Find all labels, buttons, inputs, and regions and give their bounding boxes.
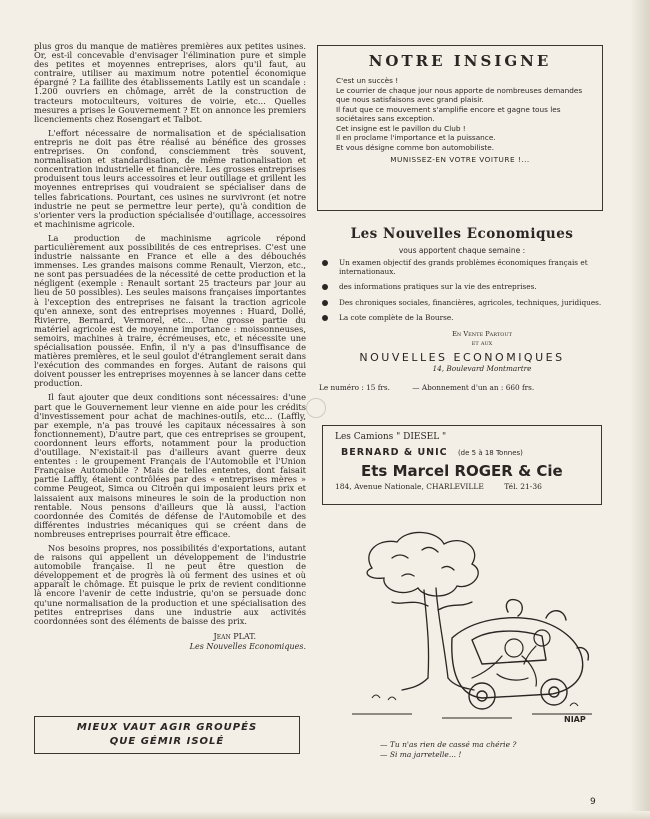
insigne-text xyxy=(324,76,596,165)
tree-drawing xyxy=(367,532,478,690)
article-source: Les Nouvelles Economiques. xyxy=(189,641,306,651)
bullet-icon xyxy=(322,284,328,290)
article-signature xyxy=(34,632,306,652)
slogan-box xyxy=(34,716,300,754)
article-column xyxy=(34,42,306,652)
diesel-address: 184, Avenue Nationale, CHARLEVILLE xyxy=(335,482,484,491)
eco-address: 14, Boulevard Montmartre xyxy=(432,363,532,373)
eco-item: Des chroniques sociales, financières, agricoles, techniques, juridiques. xyxy=(317,299,607,308)
eco-item: Un examen objectif des grands problèmes économiques français et internationaux. xyxy=(317,259,607,276)
eco-list xyxy=(317,259,607,323)
article-paragraph-1: plus gros du manque de matières premières aux petites usines. Or, est-il concevable d'envisager l'élimination pure et simple des petites et moyennes entreprises, alors qu'il faut, au contraire, utiliser au maximum notre potentiel économique épargné ? La faillite des établissements Latily est un scandale : 1.200 ouvriers en chômage, arrêt de la construction de tracteurs motoculteurs, voitures de voirie, etc... Quelles mesures a prises le Gouvernement ? Et on annonce les premiers licenciements chez Rosengart et Talbot. xyxy=(34,41,306,124)
eco-item: La cote complète de la Bourse. xyxy=(317,314,607,323)
eco-price: Le numéro : 15 frs. xyxy=(319,382,390,392)
eco-subscription: — Abonnement d'un an : 660 frs. xyxy=(412,382,535,392)
insigne-line-6: Et vous désigne comme bon automobiliste. xyxy=(336,142,495,152)
library-stamp xyxy=(306,398,326,418)
eco-vente xyxy=(357,330,607,348)
diesel-phone: Tél. 21-36 xyxy=(504,482,542,491)
diesel-ad xyxy=(322,425,602,505)
eco-item: des informations pratiques sur la vie des entreprises. xyxy=(317,283,607,292)
insigne-box xyxy=(317,45,603,211)
bullet-icon xyxy=(322,315,328,321)
slogan-line-1: MIEUX VAUT AGIR GROUPÉS xyxy=(76,722,258,733)
nouvelles-economiques-ad xyxy=(317,226,607,392)
ground-drawing xyxy=(352,695,592,718)
author-name: Jean PLAT. xyxy=(213,631,256,641)
article-paragraph-2: L'effort nécessaire de normalisation et de spécialisation entrepris ne doit pas être réalisé au bénéfice des grosses entreprises. On confond, consciemment très souvent, normalisation et standardisation, de même rationalisation et concentration industrielle et financière. Les grosses entreprises produisent tous leurs accessoires et leur outillage et grillent les moyennes entreprises qui voudraient se spécialiser dans de telles fabrications. Pourtant, ces usines ne survivront (et notre industrie ne peut se permettre leur perte), qu'à condition de s'orienter vers la production spécialisée d'outillage, accessoires et machinisme agricole. xyxy=(34,127,306,229)
article-paragraph-5: Nos besoins propres, nos possibilités d'exportations, autant de raisons qui appellent un développement de l'industrie automobile française. Il ne peut être question de développement et de progrès là où ferment des usines et où apparaît le chômage. Et puisque le prix de revient conditionne là encore l'avenir de cette industrie, qu'on se persuade donc qu'une normalisation de la production et une spécialisation des petites entreprises dans une industrie aux activités coordonnées sont des éléments de baisse des prix. xyxy=(34,542,306,626)
eco-title: Les Nouvelles Economiques xyxy=(350,226,574,242)
eco-price-line xyxy=(319,383,607,392)
diesel-heading: Les Camions " DIESEL " xyxy=(335,432,447,442)
eco-vente-line-2: et aux xyxy=(471,338,493,347)
page-number: 9 xyxy=(590,797,596,807)
article-paragraph-4: Il faut ajouter que deux conditions sont nécessaires: d'une part que le Gouvernement leur vienne en aide pour les crédits d'investissement pour achat de machines-outils, etc... (Laffly, par exemple, n'a pas trouvé les capitaux nécessaires à son fonctionnement), D'autre part, que ces entreprises se groupent, coordonnent leurs efforts, notamment pour la production d'outillage. N'existait-il pas d'ailleurs avant guerre deux ententes : le groupement Français de l'Automobile et l'Union Française Automobile ? Mais de telles ententes, dont faisait partie Laffly, étaient contrôlées par des « entreprises mères » comme Peugeot, Simca ou Citroën qui imposaient leurs prix et laissaient aux maisons mineures le soin de la production non rentable. Nous pensons d'ailleurs que là aussi, l'action coordonnée des Comités de défense de l'Automobile et des différentes industries mécaniques qui se créent dans de nombreuses entreprises pourrait être efficace. xyxy=(34,392,306,539)
diesel-brands-line xyxy=(335,447,593,458)
diesel-brands: BERNARD & UNIC xyxy=(341,447,448,458)
diesel-company: Ets Marcel ROGER & Cie xyxy=(361,462,563,480)
insigne-cta: MUNISSEZ-EN VOTRE VOITURE !... xyxy=(390,155,530,164)
cartoon-caption xyxy=(380,740,516,760)
insigne-line-2: Le courrier de chaque jour nous apporte de nombreuses demandes que nous satisfaisons avec grand plaisir. xyxy=(336,85,583,104)
diesel-address-line xyxy=(335,482,593,491)
page-shadow-right xyxy=(630,0,650,819)
article-paragraph-3: La production de machinisme agricole répond particulièrement aux possibilités de ces entreprises. C'est une industrie naissante en France et elle a des débouchés immenses. Les grandes maisons comme Renault, Vierzon, etc., ne sont pas persuadées de la nécessité de cette production et la négligent (exemple : Renault sortant 25 tracteurs par jour au lieu de 50 possibles). Les seules maisons françaises importantes à l'exception des entreprises ne faisant la traction agricole qu'en annexe, sont des entreprises moyennes : Huard, Dollé, Rivierre, Bernard, Vermorel, etc... Une grosse partie du matériel agricole est de moyenne importance : moissonneuses, semoirs, machines à traire, écrémeuses, etc, et nécessite une spécialisation poussée. Enfin, il n'y a pas d'insuffisance de matières premières, et le seul goulot d'étranglement serait dans l'exécution des commandes en forges. Autant de raisons qui doivent pousser les entreprises moyennes à se lancer dans cette production. xyxy=(34,232,306,389)
cartoon-illustration xyxy=(332,528,602,733)
slogan-line-2: QUE GÉMIR ISOLÉ xyxy=(109,736,225,747)
insigne-title: NOTRE INSIGNE xyxy=(368,52,552,70)
caption-line-1: — Tu n'as rien de cassé ma chérie ? xyxy=(380,740,517,749)
bullet-icon xyxy=(322,260,328,266)
figures-drawing xyxy=(472,630,550,686)
insigne-line-4: Cet insigne est le pavillon du Club ! xyxy=(336,123,466,133)
bullet-icon xyxy=(322,300,328,306)
cartoon-signature: NIAP xyxy=(564,715,586,724)
insigne-line-1: C'est un succès ! xyxy=(336,76,399,85)
insigne-line-3: Il faut que ce mouvement s'amplifie encore et gagne tous les sociétaires sans exception. xyxy=(336,104,561,123)
caption-line-2: — Si ma jarretelle... ! xyxy=(380,750,462,759)
diesel-tonnage: (de 5 à 18 Tonnes) xyxy=(457,449,523,457)
eco-subtitle: vous apportent chaque semaine : xyxy=(398,246,526,255)
insigne-line-5: Il en proclame l'importance et la puissance. xyxy=(336,133,496,142)
page-shadow-bottom xyxy=(0,811,650,819)
eco-vente-line-1: En Vente Partout xyxy=(452,329,512,338)
eco-brand: NOUVELLES ECONOMIQUES xyxy=(359,350,565,364)
